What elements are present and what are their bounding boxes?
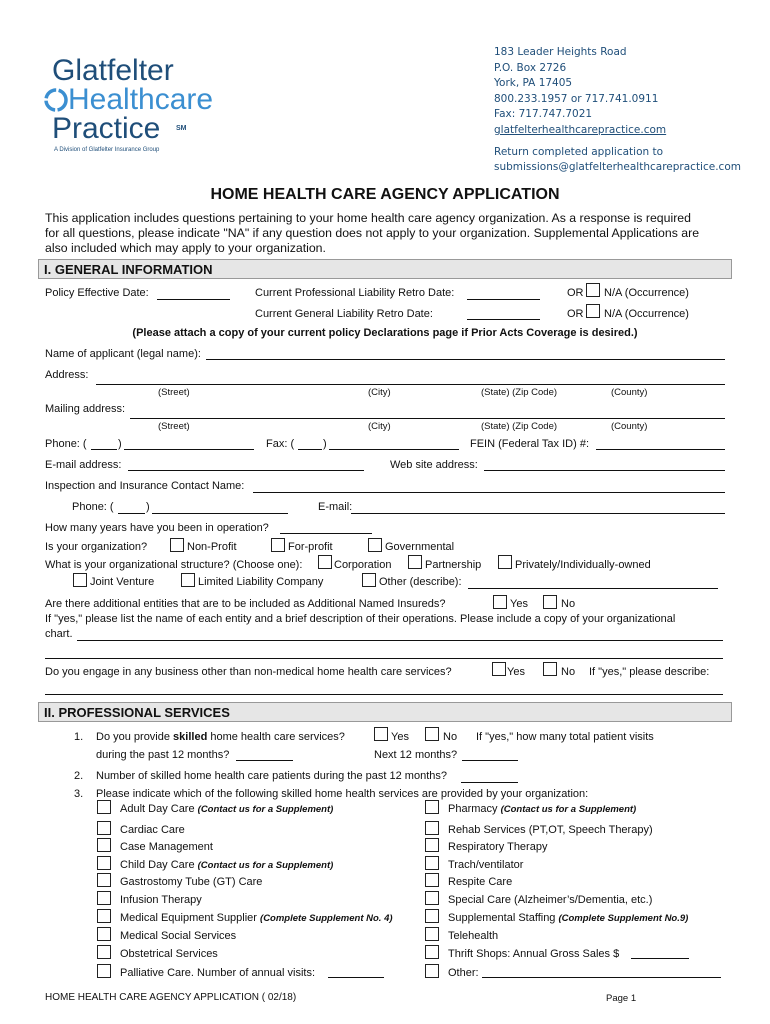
state-zip-caption: (State) (Zip Code): [481, 387, 558, 398]
corporation-checkbox[interactable]: [318, 555, 332, 569]
phone-area-field[interactable]: [91, 449, 117, 450]
website-label: Web site address:: [390, 459, 478, 471]
service-checkbox[interactable]: [425, 964, 439, 978]
years-field[interactable]: [280, 533, 372, 534]
no-label: No: [561, 598, 576, 610]
na-occurrence-label: N/A (Occurrence): [604, 287, 689, 299]
joint-venture-label: Joint Venture: [90, 576, 155, 588]
logo-line-2: Healthcare: [68, 83, 214, 116]
llc-label: Limited Liability Company: [198, 576, 324, 588]
service-checkbox[interactable]: [425, 927, 439, 941]
address-label: Address:: [45, 369, 89, 381]
intro-line: also included which may apply to your organization.: [45, 241, 326, 255]
if-yes-note: If "yes," please list the name of each entity and a brief description of their operations. Please include a copy of your organizational: [45, 613, 676, 625]
address-line: York, PA 17405: [494, 77, 573, 90]
other-structure-checkbox[interactable]: [362, 573, 376, 587]
no-label: No: [443, 731, 458, 743]
service-label: Medical Equipment Supplier (Complete Supplement No. 4): [120, 912, 393, 924]
service-label: Respite Care: [448, 876, 513, 888]
if-yes-note-2: chart.: [45, 628, 73, 640]
service-checkbox[interactable]: [425, 838, 439, 852]
paren: ): [118, 438, 122, 450]
yes-label: Yes: [391, 731, 409, 743]
address-phone: 800.233.1957 or 717.741.0911: [494, 92, 659, 105]
street-caption: (Street): [158, 387, 190, 398]
service-checkbox[interactable]: [97, 891, 111, 905]
governmental-checkbox[interactable]: [368, 538, 382, 552]
intro-line: This application includes questions pertaining to your home health care agency organization. As a response is required: [45, 211, 691, 225]
contact-phone-label: Phone: (: [72, 501, 114, 513]
q2-text: Number of skilled home health care patients during the past 12 months?: [96, 770, 447, 782]
governmental-label: Governmental: [385, 541, 455, 553]
additional-no-checkbox[interactable]: [543, 595, 557, 609]
service-label: Supplemental Staffing (Complete Supplement No.9): [448, 912, 689, 924]
llc-checkbox[interactable]: [181, 573, 195, 587]
service-checkbox[interactable]: [97, 821, 111, 835]
mailing-field[interactable]: [130, 418, 725, 419]
service-label: Special Care (Alzheimer’s/Dementia, etc.): [448, 894, 653, 906]
phone-label: Phone: (: [45, 438, 87, 450]
service-checkbox[interactable]: [425, 821, 439, 835]
service-label: Telehealth: [448, 930, 499, 942]
prof-retro-label: Current Professional Liability Retro Date:: [255, 287, 455, 299]
service-label: Gastrostomy Tube (GT) Care: [120, 876, 263, 888]
q1-text: Do you provide skilled home health care services?: [96, 731, 345, 743]
other-business-question: Do you engage in any business other than non-medical home health care services?: [45, 666, 452, 678]
gen-na-checkbox[interactable]: [586, 304, 600, 318]
service-label: Obstetrical Services: [120, 948, 218, 960]
supplement-note: (Contact us for a Supplement): [500, 804, 637, 815]
fax-field[interactable]: [329, 449, 459, 450]
service-label: Pharmacy (Contact us for a Supplement): [448, 803, 637, 815]
attach-note: (Please attach a copy of your current policy Declarations page if Prior Acts Coverage is desired.): [132, 327, 638, 339]
partnership-label: Partnership: [425, 559, 482, 571]
private-label: Privately/Individually-owned: [515, 559, 651, 571]
logo-line-1: Glatfelter: [52, 54, 174, 87]
service-checkbox[interactable]: [425, 873, 439, 887]
partnership-checkbox[interactable]: [408, 555, 422, 569]
street-caption: (Street): [158, 421, 190, 432]
service-label: Other:: [448, 967, 479, 979]
business-describe-field[interactable]: [45, 694, 723, 695]
service-label: Respiratory Therapy: [448, 841, 548, 853]
q1-next-label: Next 12 months?: [374, 749, 458, 761]
nonprofit-checkbox[interactable]: [170, 538, 184, 552]
paren: ): [146, 501, 150, 513]
years-label: How many years have you been in operation?: [45, 522, 269, 534]
contact-phone-area-field[interactable]: [118, 513, 145, 514]
contact-email-field[interactable]: [351, 513, 725, 514]
is-org-label: Is your organization?: [45, 541, 148, 553]
mailing-label: Mailing address:: [45, 403, 126, 415]
additional-yes-checkbox[interactable]: [493, 595, 507, 609]
joint-venture-checkbox[interactable]: [73, 573, 87, 587]
service-checkbox[interactable]: [425, 891, 439, 905]
service-checkbox[interactable]: [97, 964, 111, 978]
applicant-name-field[interactable]: [206, 359, 725, 360]
website-field[interactable]: [484, 470, 725, 471]
forprofit-label: For-profit: [288, 541, 333, 553]
no-label: No: [561, 666, 576, 678]
service-label: Thrift Shops: Annual Gross Sales $: [448, 948, 620, 960]
yes-label: Yes: [507, 666, 525, 678]
policy-date-label: Policy Effective Date:: [45, 287, 149, 299]
service-checkbox[interactable]: [97, 800, 111, 814]
intro-line: for all questions, please indicate "NA" if any question does not apply to your organization. Supplemental Applications are: [45, 226, 700, 240]
service-label: Adult Day Care (Contact us for a Supplement): [120, 803, 334, 815]
inspection-field[interactable]: [253, 492, 725, 493]
fax-area-field[interactable]: [298, 449, 322, 450]
section-general-information: I. GENERAL INFORMATION: [38, 259, 732, 279]
nonprofit-label: Non-Profit: [187, 541, 237, 553]
county-caption: (County): [611, 421, 648, 432]
q1-past-label: during the past 12 months?: [96, 749, 230, 761]
skilled-no-checkbox[interactable]: [425, 727, 439, 741]
email-label: E-mail address:: [45, 459, 122, 471]
logo-tagline: A Division of Glatfelter Insurance Group: [54, 147, 160, 153]
service-checkbox[interactable]: [425, 945, 439, 959]
patients-field[interactable]: [461, 782, 518, 783]
q1-ifyes: If "yes," how many total patient visits: [476, 731, 654, 743]
other-structure-field[interactable]: [468, 588, 718, 589]
applicant-name-label: Name of applicant (legal name):: [45, 348, 201, 360]
service-checkbox[interactable]: [97, 927, 111, 941]
thrift-sales-field[interactable]: [631, 958, 689, 959]
service-checkbox[interactable]: [97, 873, 111, 887]
or-label: OR: [567, 308, 584, 320]
logo-circle-icon: [44, 88, 68, 112]
return-note: Return completed application to: [494, 145, 664, 158]
gen-retro-field[interactable]: [467, 319, 540, 320]
fein-field[interactable]: [596, 449, 725, 450]
entities-field-1[interactable]: [77, 640, 723, 641]
private-checkbox[interactable]: [498, 555, 512, 569]
business-yes-checkbox[interactable]: [492, 662, 506, 676]
q3-text: Please indicate which of the following skilled home health services are provided by your organization:: [96, 788, 589, 800]
if-yes-describe-label: If "yes," please describe:: [589, 666, 710, 678]
supplement-note: (Contact us for a Supplement): [197, 860, 334, 871]
fax-label: Fax: (: [266, 438, 295, 450]
corporation-label: Corporation: [334, 559, 392, 571]
palliative-visits-field[interactable]: [328, 977, 384, 978]
gen-retro-label: Current General Liability Retro Date:: [255, 308, 433, 320]
service-checkbox[interactable]: [97, 909, 111, 923]
prof-na-checkbox[interactable]: [586, 283, 600, 297]
document-title: HOME HEALTH CARE AGENCY APPLICATION: [210, 186, 560, 203]
q1-number: 1.: [74, 731, 84, 743]
service-label: Infusion Therapy: [120, 894, 202, 906]
contact-email-label: E-mail:: [318, 501, 353, 513]
phone-field[interactable]: [124, 449, 254, 450]
city-caption: (City): [368, 421, 391, 432]
intro-paragraph: [45, 211, 699, 256]
county-caption: (County): [611, 387, 648, 398]
service-checkbox[interactable]: [97, 945, 111, 959]
section-professional-services: II. PROFESSIONAL SERVICES: [38, 702, 732, 722]
past-visits-field[interactable]: [236, 760, 293, 761]
footer-form-id: HOME HEALTH CARE AGENCY APPLICATION ( 02/18): [45, 992, 297, 1003]
address-line: P.O. Box 2726: [494, 61, 567, 74]
prof-retro-field[interactable]: [467, 299, 540, 300]
logo-sm: SM: [176, 125, 187, 132]
service-label: Palliative Care. Number of annual visits:: [120, 967, 316, 979]
next-visits-field[interactable]: [462, 760, 518, 761]
footer-page-number: Page 1: [606, 993, 637, 1004]
entities-field-2[interactable]: [45, 658, 723, 659]
service-label: Trach/ventilator: [448, 859, 524, 871]
skilled-yes-checkbox[interactable]: [374, 727, 388, 741]
paren: ): [323, 438, 327, 450]
submission-email[interactable]: submissions@glatfelterhealthcarepractice.com: [494, 161, 741, 174]
supplement-note: (Contact us for a Supplement): [197, 804, 334, 815]
service-label: Rehab Services (PT,OT, Speech Therapy): [448, 824, 653, 836]
fein-label: FEIN (Federal Tax ID) #:: [470, 438, 589, 450]
inspection-label: Inspection and Insurance Contact Name:: [45, 480, 245, 492]
service-label: Medical Social Services: [120, 930, 237, 942]
business-no-checkbox[interactable]: [543, 662, 557, 676]
city-caption: (City): [368, 387, 391, 398]
service-label: Case Management: [120, 841, 213, 853]
service-label: Child Day Care (Contact us for a Supplement): [120, 859, 334, 871]
q3-number: 3.: [74, 788, 84, 800]
logo-line-3: Practice: [52, 112, 161, 145]
other-service-field[interactable]: [482, 977, 721, 978]
service-label: Cardiac Care: [120, 824, 185, 836]
yes-label: Yes: [510, 598, 528, 610]
contact-phone-field[interactable]: [152, 513, 288, 514]
email-field[interactable]: [128, 470, 364, 471]
service-checkbox[interactable]: [425, 909, 439, 923]
address-line: 183 Leader Heights Road: [494, 46, 627, 58]
address-field[interactable]: [96, 384, 725, 385]
service-checkbox[interactable]: [97, 838, 111, 852]
website-link[interactable]: glatfelterhealthcarepractice.com: [494, 123, 667, 136]
supplement-note: (Complete Supplement No.9): [558, 913, 689, 924]
q2-number: 2.: [74, 770, 84, 782]
address-fax: Fax: 717.747.7021: [494, 108, 593, 121]
other-structure-label: Other (describe):: [379, 576, 462, 588]
or-label: OR: [567, 287, 584, 299]
service-checkbox[interactable]: [425, 856, 439, 870]
supplement-note: (Complete Supplement No. 4): [260, 913, 393, 924]
forprofit-checkbox[interactable]: [271, 538, 285, 552]
state-zip-caption: (State) (Zip Code): [481, 421, 558, 432]
service-checkbox[interactable]: [97, 856, 111, 870]
service-checkbox[interactable]: [425, 800, 439, 814]
structure-label: What is your organizational structure? (Choose one):: [45, 559, 303, 571]
na-occurrence-label: N/A (Occurrence): [604, 308, 689, 320]
policy-date-field[interactable]: [157, 299, 230, 300]
company-address: [494, 45, 741, 176]
additional-insureds-question: Are there additional entities that are to be included as Additional Named Insureds?: [45, 598, 446, 610]
